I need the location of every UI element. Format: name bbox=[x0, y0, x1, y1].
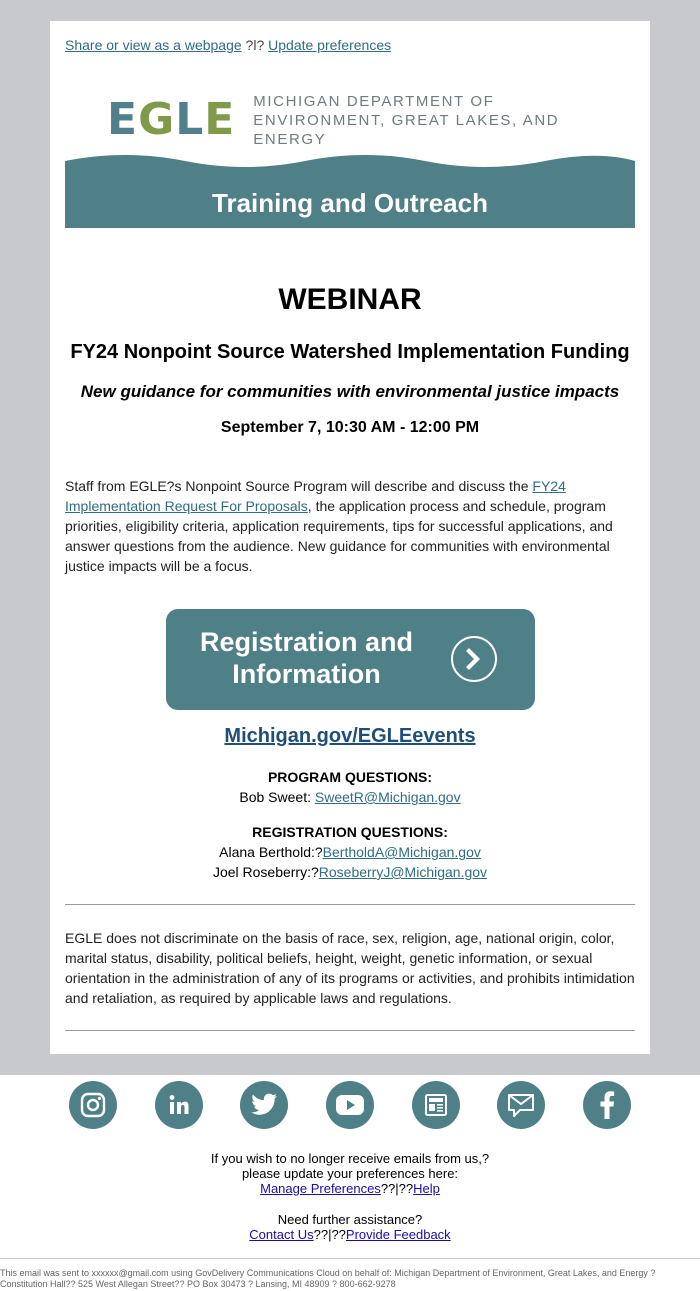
instagram-icon[interactable] bbox=[69, 1081, 117, 1129]
egle-logo bbox=[107, 92, 635, 148]
update-preferences-link[interactable]: Update preferences bbox=[268, 37, 392, 53]
registration-button-line-1: Registration and bbox=[199, 627, 414, 657]
provide-feedback-link[interactable]: Provide Feedback bbox=[345, 1227, 451, 1242]
help-link[interactable]: Help bbox=[413, 1181, 440, 1196]
link-separator: ??|?? bbox=[380, 1181, 414, 1196]
newsletter-icon[interactable] bbox=[412, 1081, 460, 1129]
rfp-link[interactable]: FY24 Implementation Request For Proposals bbox=[65, 478, 566, 514]
sender-fineprint: This email was sent to xxxxxx@gmail.com using GovDelivery Communications Cloud on behalf of: Michigan Department of Environment, Great Lakes, and Energy ? Constitution Hall?? 525 West Allegan Street?? PO Box 30473 ? Lansing, MI 48909 ? 800-662-9278 bbox=[0, 1268, 656, 1289]
event-title: FY24 Nonpoint Source Watershed Implementation Funding bbox=[70, 341, 630, 363]
link-separator: ??|?? bbox=[313, 1227, 346, 1242]
contact-us-link[interactable]: Contact Us bbox=[249, 1227, 314, 1242]
preferences-links bbox=[0, 1181, 700, 1196]
registration-contact bbox=[65, 842, 635, 862]
program-contact bbox=[65, 787, 635, 807]
registration-contact-name: Alana Berthold:? bbox=[219, 844, 323, 860]
banner-title: Training and Outreach bbox=[212, 188, 488, 218]
twitter-icon[interactable] bbox=[240, 1081, 288, 1129]
description-text-1: Staff from EGLE?s Nonpoint Source Program will describe and discuss the bbox=[65, 478, 533, 494]
email-card bbox=[50, 21, 650, 1054]
linkedin-icon[interactable] bbox=[155, 1081, 203, 1129]
event-subtitle: New guidance for communities with environmental justice impacts bbox=[80, 382, 620, 401]
assistance-text bbox=[0, 1212, 700, 1242]
assistance-line: Need further assistance? bbox=[277, 1212, 423, 1227]
program-questions-heading: PROGRAM QUESTIONS: bbox=[267, 769, 433, 785]
registration-contact bbox=[65, 862, 635, 882]
registration-questions-heading: REGISTRATION QUESTIONS: bbox=[252, 824, 448, 840]
unsubscribe-text bbox=[0, 1151, 700, 1196]
preheader-separator: ?l? bbox=[241, 37, 269, 53]
unsubscribe-line-2: please update your preferences here: bbox=[241, 1166, 459, 1181]
nondiscrimination-statement: EGLE does not discriminate on the basis of race, sex, religion, age, national origin, color, marital status, disability, political beliefs, height, weight, genetic information, or sexual orientation in the administration of any of its programs or activities, and prohibits intimidation and retaliation, as required by applicable laws and regulations. bbox=[65, 930, 635, 1006]
registration-contact-name: Joel Roseberry:? bbox=[212, 864, 319, 880]
agency-line-2: ENVIRONMENT, GREAT LAKES, AND ENERGY bbox=[253, 111, 560, 148]
share-link[interactable]: Share or view as a webpage bbox=[65, 37, 242, 53]
divider bbox=[65, 1030, 635, 1031]
social-links bbox=[69, 1081, 631, 1129]
agency-line-1: MICHIGAN DEPARTMENT OF bbox=[253, 92, 495, 110]
arrow-right-circle-icon bbox=[450, 635, 498, 683]
egle-header bbox=[65, 92, 635, 228]
preheader bbox=[65, 37, 391, 53]
footer-divider bbox=[0, 1258, 700, 1259]
registration-contact-email[interactable]: RoseberryJ@Michigan.gov bbox=[318, 864, 488, 880]
registration-button[interactable] bbox=[166, 609, 535, 710]
manage-preferences-link[interactable]: Manage Preferences bbox=[260, 1181, 381, 1196]
email-icon[interactable] bbox=[497, 1081, 545, 1129]
event-datetime: September 7, 10:30 AM - 12:00 PM bbox=[220, 419, 480, 436]
event-type: WEBINAR bbox=[278, 283, 422, 316]
events-link[interactable]: Michigan.gov/EGLEevents bbox=[224, 725, 476, 747]
program-questions bbox=[65, 767, 635, 807]
registration-contact-email[interactable]: BertholdA@Michigan.gov bbox=[322, 844, 481, 860]
facebook-icon[interactable] bbox=[583, 1081, 631, 1129]
program-contact-email[interactable]: SweetR@Michigan.gov bbox=[314, 789, 461, 805]
agency-name bbox=[253, 92, 635, 149]
events-link-wrap bbox=[65, 725, 635, 748]
unsubscribe-line-1: If you wish to no longer receive emails from us,? bbox=[210, 1151, 490, 1166]
event-description bbox=[65, 476, 635, 576]
divider bbox=[65, 904, 635, 905]
registration-button-label bbox=[184, 626, 429, 690]
registration-questions bbox=[65, 822, 635, 882]
registration-button-line-2: Information bbox=[232, 659, 381, 689]
assistance-links bbox=[0, 1227, 700, 1242]
program-contact-name: Bob Sweet: bbox=[239, 789, 315, 805]
egle-wordmark: EGLE bbox=[107, 94, 236, 145]
description-text-2: , the application process and schedule, program priorities, eligibility criteria, application requirements, tips for successful applications, and answer questions from the audience. New guidance for communities with environmental justice impacts will be a focus. bbox=[65, 498, 613, 574]
youtube-icon[interactable] bbox=[326, 1081, 374, 1129]
